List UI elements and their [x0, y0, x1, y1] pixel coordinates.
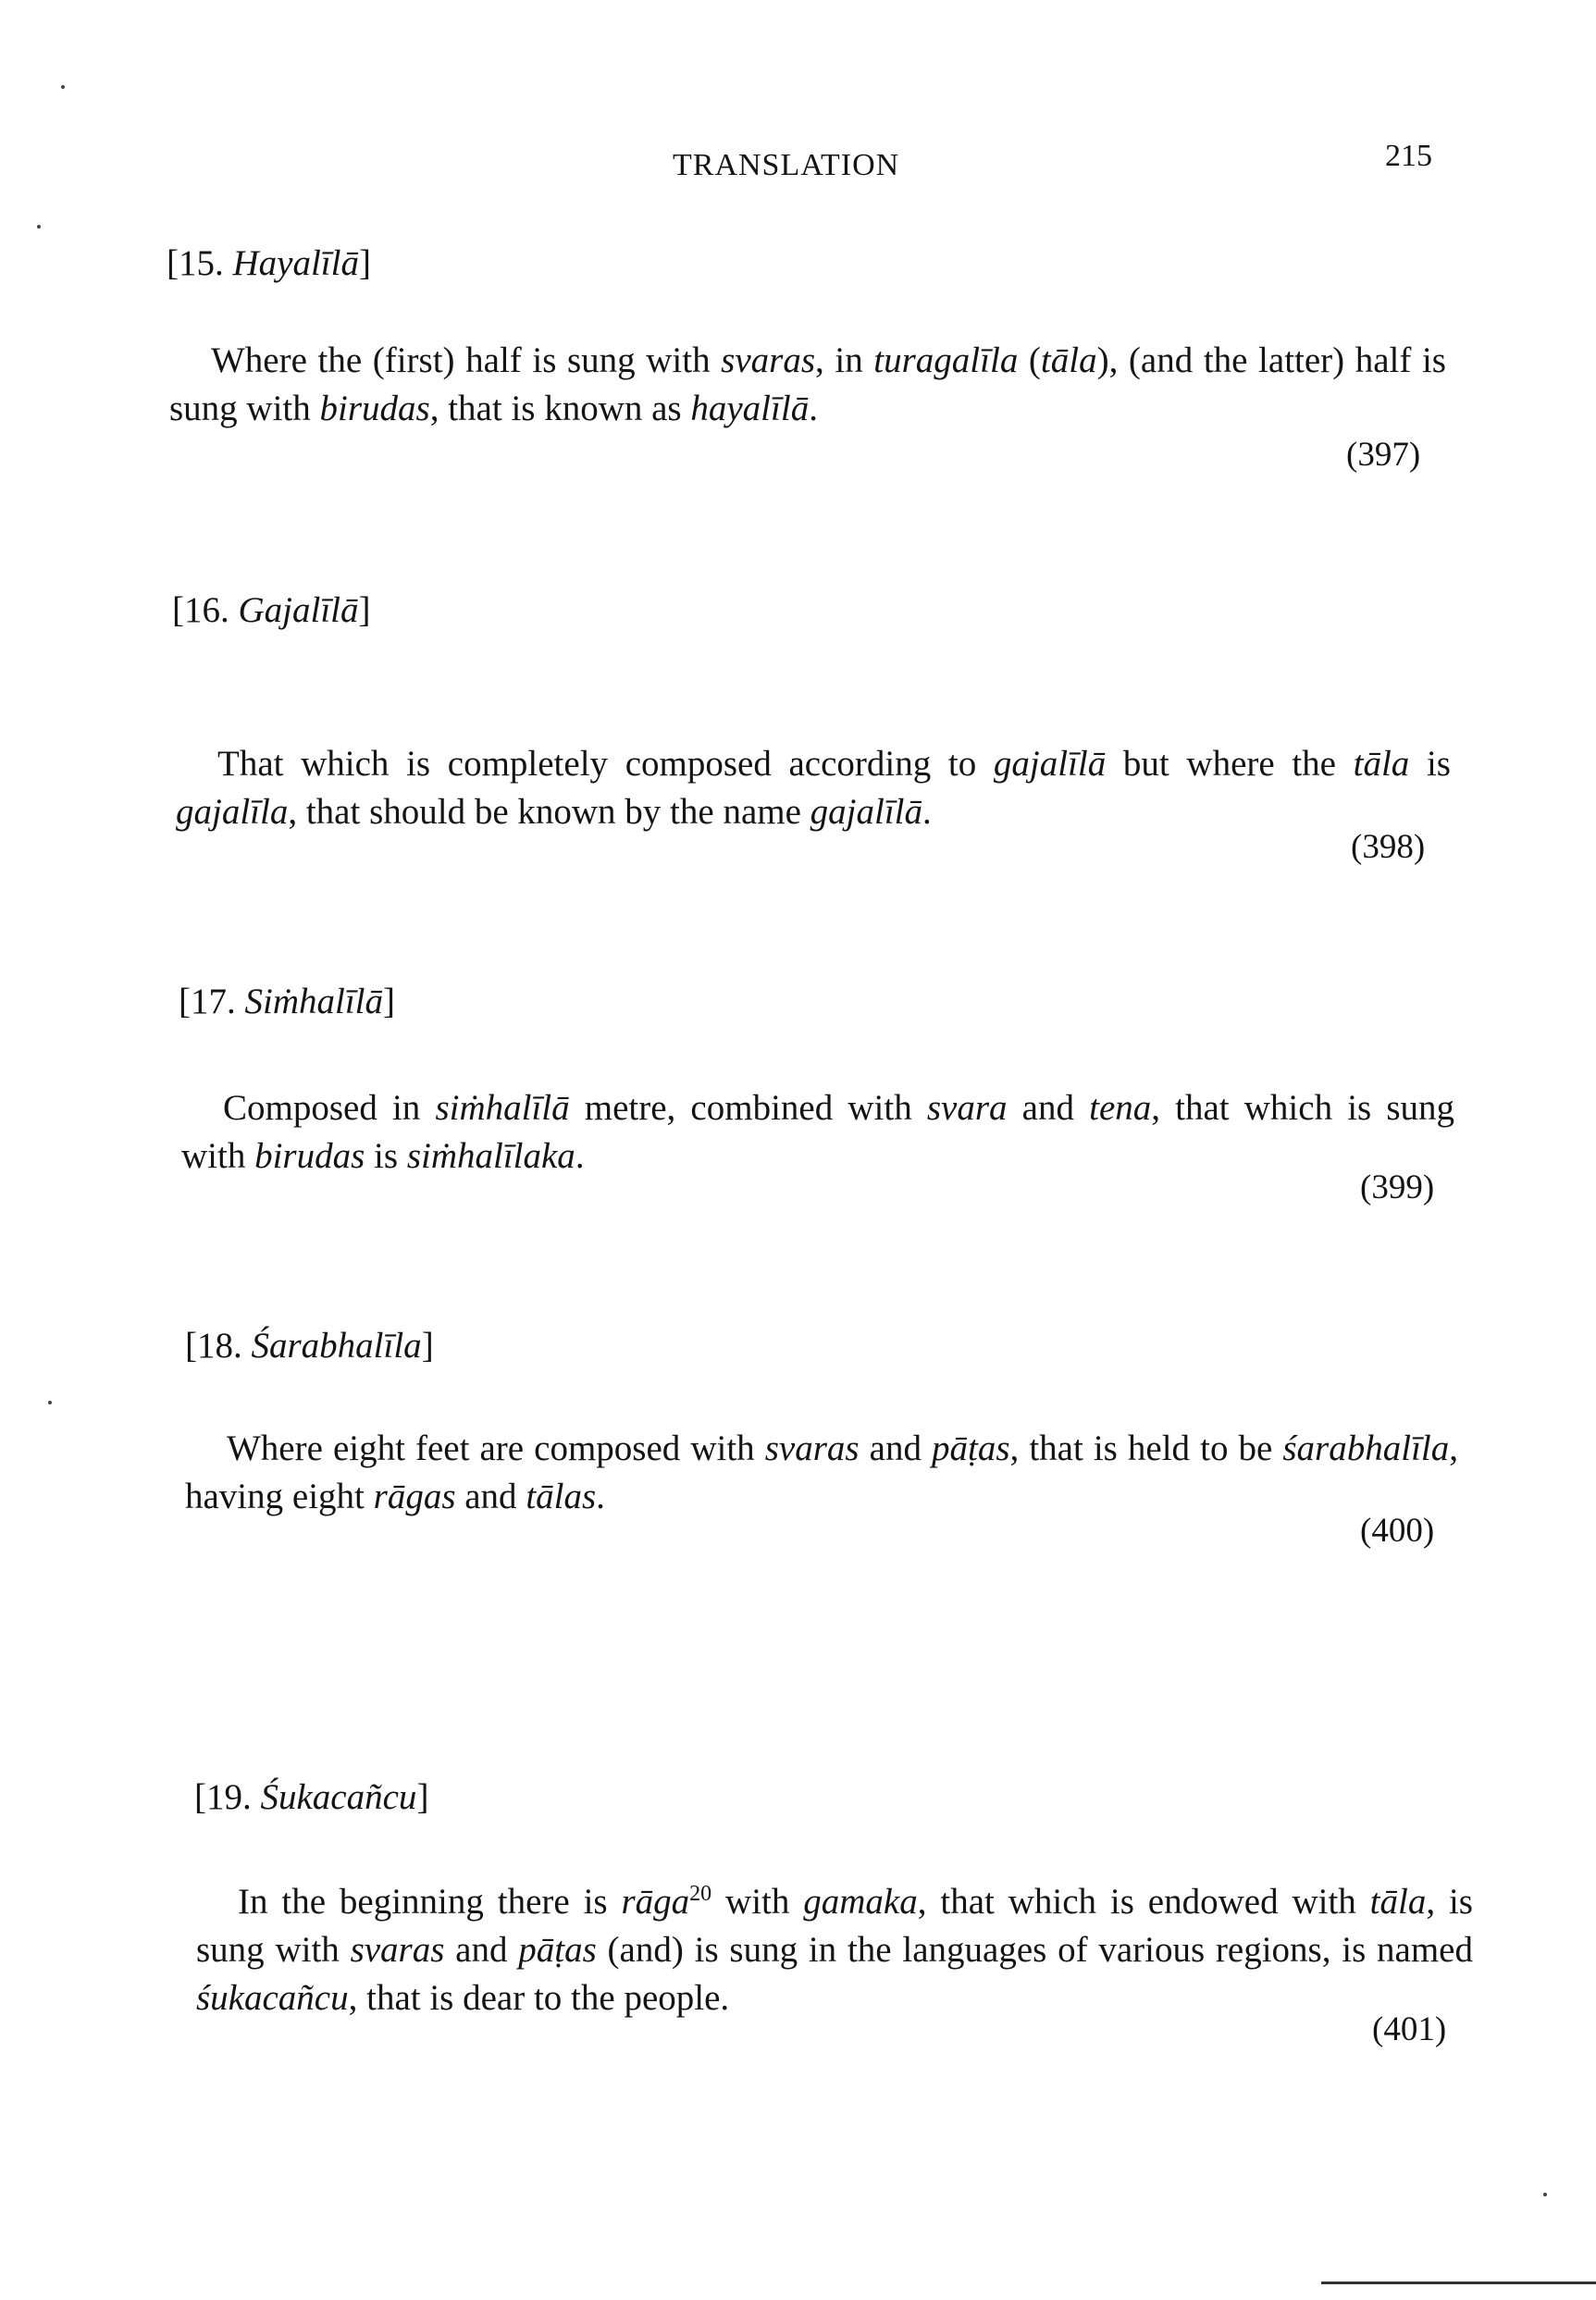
verse-text-397: [169, 337, 1446, 433]
text-run: , that is held to be: [1009, 1428, 1283, 1468]
italic-term: svaras: [764, 1428, 860, 1468]
text-run: ), (and the latter) half is sung with: [169, 340, 1446, 428]
text-run: and: [455, 1477, 526, 1516]
text-run: (and) is sung in the languages of various regions, is named: [596, 1930, 1473, 1970]
footnote-marker: 20: [689, 1882, 712, 1906]
text-run: .: [922, 792, 932, 832]
text-run: Composed in: [223, 1088, 436, 1128]
section-heading-19: [194, 1776, 428, 1818]
text-run: , that which is sung with: [181, 1088, 1455, 1176]
text-run: but where the: [1106, 744, 1354, 784]
heading-name: Gajalīlā: [238, 590, 359, 630]
italic-term: rāga: [621, 1882, 690, 1922]
text-run: Where eight feet are composed with: [227, 1428, 765, 1468]
heading-prefix: [19.: [194, 1777, 261, 1817]
verse-text-401: [196, 1878, 1473, 2022]
italic-term: rāgas: [373, 1477, 456, 1516]
italic-term: svaras: [721, 340, 816, 380]
italic-term: gajalīla: [176, 792, 289, 832]
verse-number-399: (399): [1360, 1169, 1435, 1206]
heading-suffix: ]: [383, 982, 396, 1021]
text-run: (: [1018, 340, 1041, 380]
italic-term: hayalīlā: [690, 389, 810, 428]
heading-suffix: ]: [358, 243, 371, 283]
heading-prefix: [16.: [172, 590, 239, 630]
italic-term: śarabhalīla: [1282, 1428, 1450, 1468]
text-run: , that is known as: [429, 389, 691, 428]
italic-term: pāṭas: [518, 1930, 597, 1970]
italic-term: pāṭas: [932, 1428, 1010, 1468]
italic-term: svara: [926, 1088, 1008, 1128]
heading-prefix: [15.: [167, 243, 233, 283]
text-run: is: [1409, 744, 1451, 784]
heading-suffix: ]: [358, 590, 371, 630]
section-heading-17: [179, 981, 395, 1022]
text-run: , is sung with: [196, 1882, 1473, 1970]
italic-term: siṁhalīlaka: [406, 1136, 575, 1176]
italic-term: tāla: [1040, 340, 1097, 380]
italic-term: turagalīla: [873, 340, 1019, 380]
italic-term: svaras: [350, 1930, 445, 1970]
text-run: .: [596, 1477, 605, 1516]
text-run: metre, combined with: [569, 1088, 927, 1128]
verse-number-401: (401): [1372, 2010, 1447, 2048]
italic-term: birudas: [254, 1136, 365, 1176]
page-number: 215: [1385, 139, 1432, 173]
heading-name: Śukacañcu: [260, 1777, 417, 1817]
italic-term: birudas: [319, 389, 430, 428]
italic-term: gajalīlā: [810, 792, 923, 832]
italic-term: śukacañcu: [196, 1978, 349, 2018]
text-run: In the beginning there is: [238, 1882, 622, 1922]
text-run: , that is dear to the people.: [348, 1978, 730, 2018]
text-run: , in: [815, 340, 874, 380]
section-heading-15: [167, 242, 371, 284]
verse-text-399: [181, 1084, 1454, 1181]
text-run: and: [859, 1428, 932, 1468]
verse-number-400: (400): [1360, 1512, 1435, 1550]
scan-edge-rule: [1321, 2281, 1596, 2284]
section-heading-16: [172, 589, 371, 631]
scan-speck: [61, 85, 65, 89]
verse-number-398: (398): [1351, 828, 1426, 866]
verse-number-397: (397): [1346, 436, 1421, 474]
italic-term: gajalīlā: [993, 744, 1107, 784]
text-run: , that should be known by the name: [288, 792, 810, 832]
text-run: and: [1007, 1088, 1090, 1128]
text-run: , having eight: [185, 1428, 1458, 1516]
italic-term: siṁhalīlā: [435, 1088, 570, 1128]
verse-text-398: [176, 740, 1451, 836]
italic-term: tāla: [1369, 1882, 1427, 1922]
italic-term: tena: [1089, 1088, 1152, 1128]
heading-prefix: [18.: [185, 1326, 252, 1366]
heading-name: Śarabhalīla: [251, 1326, 422, 1366]
text-run: , that which is endowed with: [917, 1882, 1370, 1922]
heading-prefix: [17.: [179, 982, 245, 1021]
italic-term: tāla: [1353, 744, 1410, 784]
text-run: That which is completely composed according to: [217, 744, 994, 784]
text-run: and: [444, 1930, 519, 1970]
heading-name: Siṁhalīlā: [244, 982, 384, 1021]
scan-speck: [48, 1401, 52, 1404]
running-title: TRANSLATION: [673, 148, 900, 182]
italic-term: gamaka: [803, 1882, 918, 1922]
text-run: .: [809, 389, 818, 428]
text-run: with: [711, 1882, 804, 1922]
scan-speck: [37, 225, 41, 229]
text-run: is: [365, 1136, 407, 1176]
text-run: .: [575, 1136, 585, 1176]
heading-suffix: ]: [416, 1777, 429, 1817]
section-heading-18: [185, 1325, 434, 1366]
scan-speck: [1543, 2193, 1547, 2196]
heading-name: Hayalīlā: [232, 243, 359, 283]
verse-text-400: [185, 1425, 1458, 1521]
italic-term: tālas: [526, 1477, 597, 1516]
heading-suffix: ]: [421, 1326, 434, 1366]
text-run: Where the (first) half is sung with: [211, 340, 722, 380]
